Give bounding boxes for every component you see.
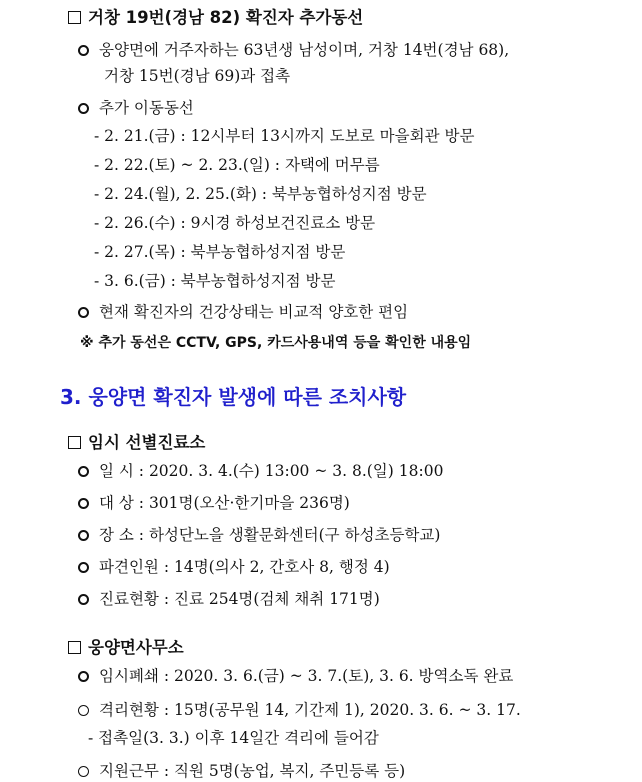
section-3-title: 3. 웅양면 확진자 발생에 따른 조치사항 [60,385,407,409]
route-item: - 2. 27.(목) : 북부농협하성지점 방문 [94,243,346,261]
circle-bullet-icon [78,530,89,541]
circle-bullet-icon [78,594,89,605]
circle-bullet-icon [78,498,89,509]
source-note: ※ 추가 동선은 CCTV, GPS, 카드사용내역 등을 확인한 내용임 [80,335,472,351]
route-item: - 2. 21.(금) : 12시부터 13시까지 도보로 마을회관 방문 [94,127,475,145]
clinic-item: 진료현황 : 진료 254명(검체 채취 171명) [78,587,380,609]
office-heading: 웅양면사무소 [68,634,184,658]
circle-bullet-icon [78,705,89,716]
case-route-heading: 거창 19번(경남 82) 확진자 추가동선 [68,4,363,28]
clinic-heading: 임시 선별진료소 [68,429,205,453]
clinic-item: 장 소 : 하성단노을 생활문화센터(구 하성초등학교) [78,523,440,545]
circle-bullet-icon [78,103,89,114]
circle-bullet-icon [78,766,89,777]
circle-bullet-icon [78,45,89,56]
route-header-bullet: 추가 이동동선 [78,96,194,118]
route-item: - 2. 26.(수) : 9시경 하성보건진료소 방문 [94,214,376,232]
office-item: 지원근무 : 직원 5명(농업, 복지, 주민등록 등) [78,759,405,781]
clinic-item: 일 시 : 2020. 3. 4.(수) 13:00 ~ 3. 8.(일) 18:00 [78,459,443,481]
route-item: - 2. 24.(월), 2. 25.(화) : 북부농협하성지점 방문 [94,185,427,203]
office-item-continued: - 접촉일(3. 3.) 이후 14일간 격리에 들어감 [88,729,379,747]
checkbox-square-icon [68,641,81,654]
checkbox-square-icon [68,436,81,449]
circle-bullet-icon [78,671,89,682]
office-item: 임시폐쇄 : 2020. 3. 6.(금) ~ 3. 7.(토), 3. 6. 방역소독 완료 [78,664,513,686]
health-status-bullet: 현재 확진자의 건강상태는 비교적 양호한 편임 [78,300,408,322]
checkbox-square-icon [68,11,81,24]
circle-bullet-icon [78,466,89,477]
clinic-item: 파견인원 : 14명(의사 2, 간호사 8, 행정 4) [78,555,390,577]
route-item: - 2. 22.(토) ~ 2. 23.(일) : 자택에 머무름 [94,156,380,174]
office-item: 격리현황 : 15명(공무원 14, 기간제 1), 2020. 3. 6. ~ 3. 17. [78,698,521,720]
residence-continued: 거창 15번(경남 69)과 접촉 [104,67,291,85]
circle-bullet-icon [78,562,89,573]
circle-bullet-icon [78,307,89,318]
route-item: - 3. 6.(금) : 북부농협하성지점 방문 [94,272,336,290]
residence-bullet: 웅양면에 거주자하는 63년생 남성이며, 거창 14번(경남 68), [78,38,509,60]
clinic-item: 대 상 : 301명(오산·한기마을 236명) [78,491,350,513]
